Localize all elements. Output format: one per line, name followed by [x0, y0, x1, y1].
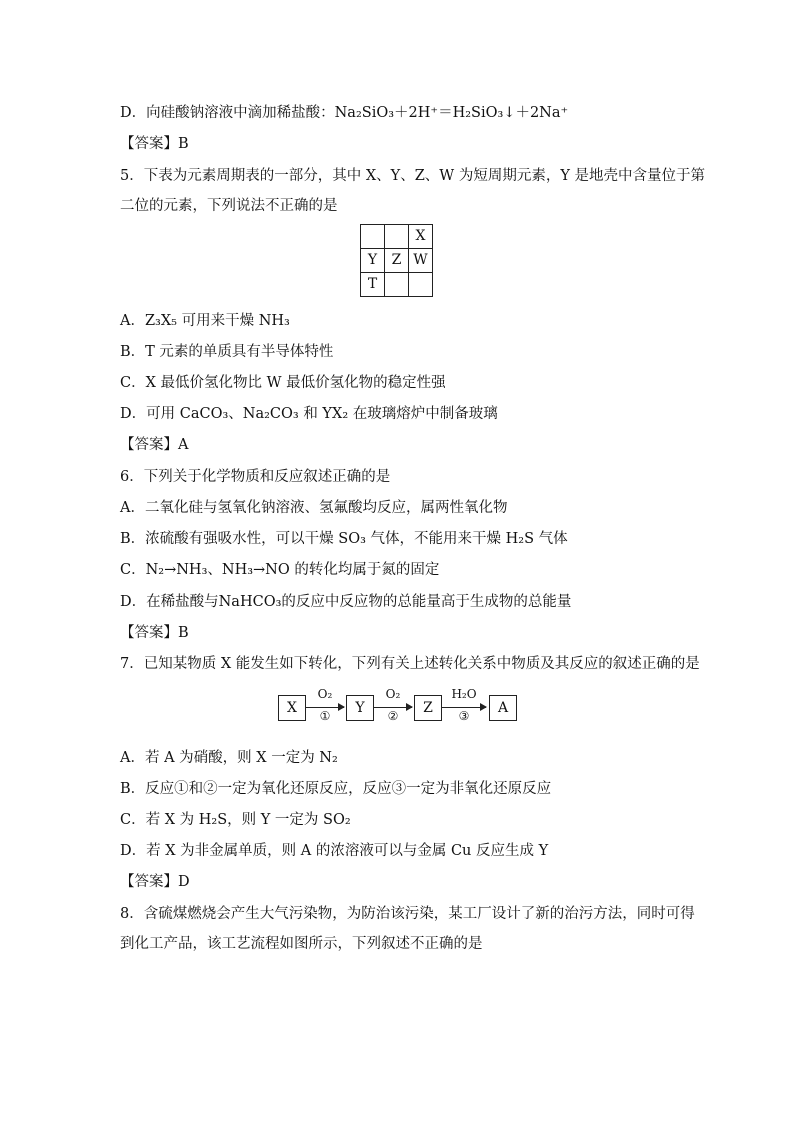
q5-option-d: D．可用 CaCO₃、Na₂CO₃ 和 YX₂ 在玻璃熔炉中制备玻璃	[120, 406, 498, 422]
cell: T	[361, 273, 385, 297]
flow-step-3: ③	[458, 709, 470, 723]
answer-q4: 【答案】B	[120, 136, 189, 152]
cell	[385, 225, 409, 249]
q7-option-b: B．反应①和②一定为氧化还原反应，反应③一定为非氧化还原反应	[120, 781, 552, 797]
flow-label-h2o: H₂O	[451, 687, 477, 701]
q5-option-a: A．Z₃X₅ 可用来干燥 NH₃	[120, 313, 290, 329]
q7-option-c: C．若 X 为 H₂S，则 Y 一定为 SO₂	[120, 812, 351, 828]
flow-box-y: Y	[346, 695, 374, 721]
flow-step-2: ②	[387, 709, 399, 723]
cell: X	[409, 225, 433, 249]
flow-box-x: X	[278, 695, 306, 721]
q5-option-b: B．T 元素的单质具有半导体特性	[120, 344, 334, 360]
cell	[385, 273, 409, 297]
q6-option-c: C．N₂→NH₃、NH₃→NO 的转化均属于氮的固定	[120, 562, 440, 578]
flow-arrow-1	[306, 707, 344, 708]
flow-label-o2: O₂	[385, 687, 401, 701]
q7-option-a: A．若 A 为硝酸，则 X 一定为 N₂	[120, 750, 338, 766]
cell: W	[409, 249, 433, 273]
periodic-table-fragment	[360, 224, 433, 297]
cell: Y	[361, 249, 385, 273]
answer-q6: 【答案】B	[120, 625, 189, 641]
q7-option-d: D．若 X 为非金属单质，则 A 的浓溶液可以与金属 Cu 反应生成 Y	[120, 843, 549, 859]
q4-option-d: D．向硅酸钠溶液中滴加稀盐酸：Na₂SiO₃＋2H⁺＝H₂SiO₃↓＋2Na⁺	[120, 105, 569, 121]
q6-stem: 6．下列关于化学物质和反应叙述正确的是	[120, 469, 391, 485]
q8-stem-line1: 8．含硫煤燃烧会产生大气污染物，为防治该污染，某工厂设计了新的治污方法，同时可得	[120, 906, 695, 922]
flow-arrow-2	[374, 707, 412, 708]
q8-stem-line2: 到化工产品，该工艺流程如图所示，下列叙述不正确的是	[120, 936, 483, 952]
q5-stem-line2: 二位的元素，下列说法不正确的是	[120, 198, 338, 214]
flow-label-o2: O₂	[317, 687, 333, 701]
q6-option-b: B．浓硫酸有强吸水性，可以干燥 SO₃ 气体，不能用来干燥 H₂S 气体	[120, 531, 568, 547]
flow-step-1: ①	[319, 709, 331, 723]
q5-stem-line1: 5．下表为元素周期表的一部分，其中 X、Y、Z、W 为短周期元素，Y 是地壳中含量位于第	[120, 168, 705, 184]
answer-q7: 【答案】D	[120, 874, 190, 890]
q6-option-a: A．二氧化硅与氢氧化钠溶液、氢氟酸均反应，属两性氧化物	[120, 500, 508, 516]
flow-box-z: Z	[414, 695, 442, 721]
cell	[409, 273, 433, 297]
q7-stem: 7．已知某物质 X 能发生如下转化，下列有关上述转化关系中物质及其反应的叙述正确的是	[120, 656, 700, 672]
conversion-flow-diagram	[278, 687, 518, 727]
q6-option-d: D．在稀盐酸与NaHCO₃的反应中反应物的总能量高于生成物的总能量	[120, 594, 572, 610]
cell: Z	[385, 249, 409, 273]
answer-q5: 【答案】A	[120, 437, 189, 453]
q5-option-c: C．X 最低价氢化物比 W 最低价氢化物的稳定性强	[120, 375, 446, 391]
flow-arrow-3	[442, 707, 486, 708]
cell	[361, 225, 385, 249]
flow-box-a: A	[489, 695, 517, 721]
